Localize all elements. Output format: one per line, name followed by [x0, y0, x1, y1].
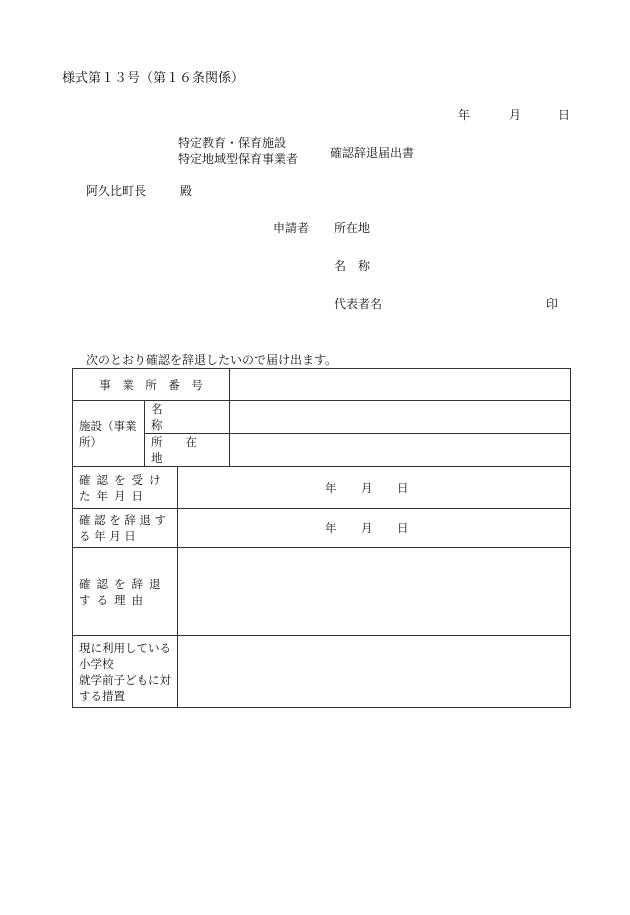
facility-name-field[interactable] — [230, 401, 571, 434]
withdraw-day: 日 — [397, 521, 409, 535]
row-facility-address — [73, 434, 571, 467]
facility-address-field[interactable] — [230, 434, 571, 467]
header-month: 月 — [509, 108, 522, 122]
received-date-field[interactable] — [178, 467, 571, 509]
header-day: 日 — [558, 108, 571, 122]
row-received-date — [73, 467, 571, 509]
applicant-name-label: 名 称 — [334, 259, 371, 273]
withdraw-year: 年 — [325, 521, 337, 535]
facility-label: 施設（事業所） — [73, 401, 145, 467]
addressee-honorific: 殿 — [180, 184, 193, 198]
row-facility-name — [73, 401, 571, 434]
received-day: 日 — [397, 480, 409, 495]
withdrawal-form-table — [72, 368, 571, 708]
title-line-1: 特定教育・保育施設 — [178, 136, 287, 150]
row-measures — [73, 636, 571, 708]
row-withdraw-date — [73, 509, 571, 548]
addressee — [86, 182, 192, 199]
withdraw-date-field[interactable] — [178, 509, 571, 548]
row-business-number — [73, 369, 571, 401]
measures-label-line-1: 現に利用している小学校 — [79, 640, 171, 671]
measures-label — [73, 636, 178, 708]
reason-field[interactable] — [178, 548, 571, 636]
intro-text: 次のとおり確認を辞退したいので届け出ます。 — [86, 353, 338, 367]
withdraw-date-label: 確認を辞退する年月日 — [73, 509, 178, 548]
applicant-label: 申請者 — [273, 221, 310, 235]
row-reason — [73, 548, 571, 636]
title-line-2: 特定地域型保育事業者 — [178, 152, 299, 166]
title-subject — [178, 135, 298, 167]
business-number-label: 事 業 所 番 号 — [73, 369, 230, 401]
facility-address-label: 所 在 地 — [145, 434, 230, 467]
received-year: 年 — [325, 480, 337, 495]
business-number-field[interactable] — [230, 369, 571, 401]
applicant-rep-label: 代表者名 — [334, 297, 383, 311]
measures-label-line-2: 就学前子どもに対する措置 — [79, 672, 171, 703]
document-title: 確認辞退届出書 — [330, 146, 415, 160]
reason-label: 確認を辞退する理由 — [73, 548, 178, 636]
received-date-label: 確認を受けた年月日 — [73, 467, 178, 509]
applicant-address-label: 所在地 — [334, 221, 371, 235]
received-month: 月 — [361, 480, 373, 495]
facility-name-label: 名 称 — [145, 401, 230, 434]
measures-field[interactable] — [178, 636, 571, 708]
addressee-name: 阿久比町長 — [86, 184, 147, 198]
seal-mark: 印 — [546, 297, 559, 311]
header-year: 年 — [458, 108, 471, 122]
form-number: 様式第１３号（第１６条関係） — [62, 71, 245, 86]
withdraw-month: 月 — [361, 521, 373, 535]
